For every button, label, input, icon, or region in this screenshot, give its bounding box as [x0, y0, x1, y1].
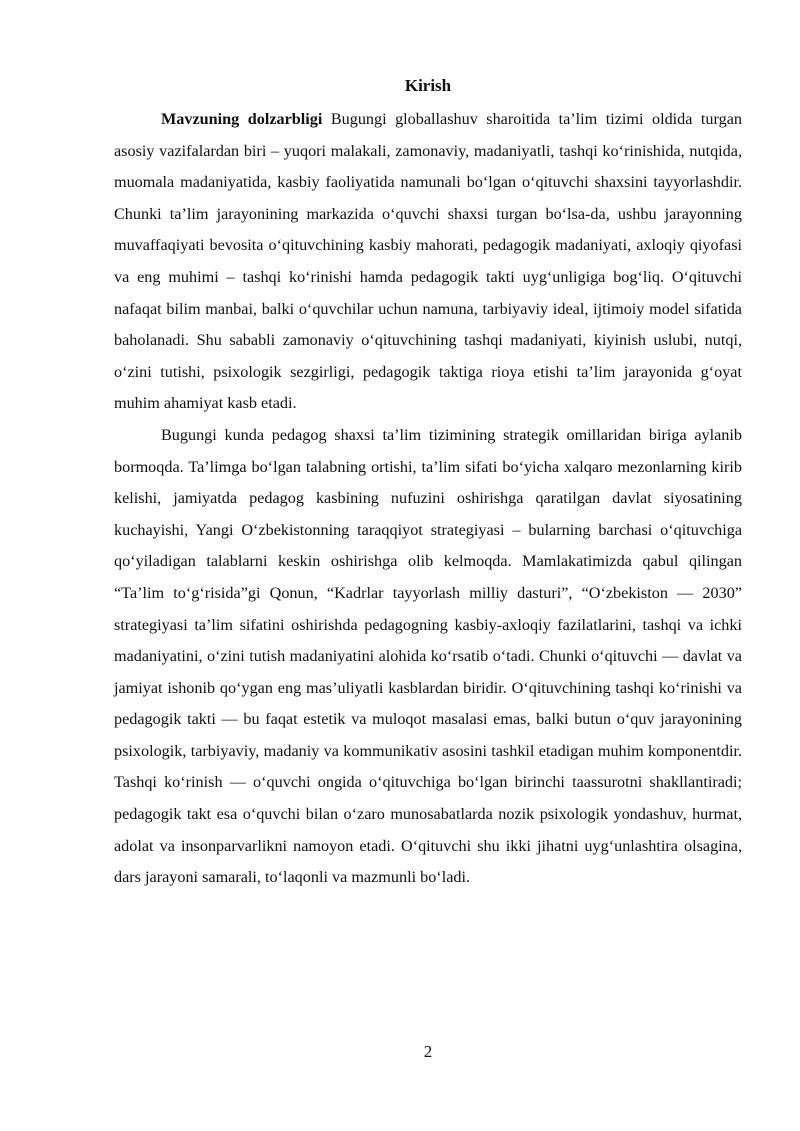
section-heading: Kirish	[404, 76, 452, 95]
body-text	[114, 104, 742, 894]
page-number: 2	[423, 1042, 433, 1061]
paragraph-lead: Mavzuning dolzarbligi	[161, 110, 323, 128]
paragraph-context: Bugungi kunda pedagog shaxsi ta’lim tizimining strategik omillaridan biriga aylanib bormoqda. Ta’limga bo‘lgan talabning ortishi, ta’lim sifati bo‘yicha xalqaro mezonlarning kirib kelishi, jamiyatda pedagog kasbining nufuzini oshirishga qaratilgan davlat siyosatining kuchayishi, Yangi O‘zbekistonning taraqqiyot strategiyasi – bularning barchasi o‘qituvchiga qo‘yiladigan talablarni keskin oshirishga olib kelmoqda. Mamlakatimizda qabul qilingan “Ta’lim to‘g‘risida”gi Qonun, “Kadrlar tayyorlash milliy dasturi”, “O‘zbekiston — 2030” strategiyasi ta’lim sifatini oshirishda pedagogning kasbiy-axloqiy fazilatlarini, tashqi va ichki madaniyatini, o‘zini tutish madaniyatini alohida ko‘rsatib o‘tadi. Chunki o‘qituvchi — davlat va jamiyat ishonib qo‘ygan eng mas’uliyatli kasblardan biridir. O‘qituvchining tashqi ko‘rinishi va pedagogik takti — bu faqat estetik va muloqot masalasi emas, balki butun o‘quv jarayonining psixologik, tarbiyaviy, madaniy va kommunikativ asosini tashkil etadigan muhim komponentdir. Tashqi ko‘rinish — o‘quvchi ongida o‘qituvchiga bo‘lgan birinchi taassurotni shakllantiradi; pedagogik takt esa o‘quvchi bilan o‘zaro munosabatlarda nozik psixologik yondashuv, hurmat, adolat va insonparvarlikni namoyon etadi. O‘qituvchi shu ikki jihatni uyg‘unlashtira olsagina, dars jarayoni samarali, to‘laqonli va mazmunli bo‘ladi.	[114, 425, 742, 887]
paragraph-relevance	[114, 104, 742, 420]
paragraph-text: Bugungi globallashuv sharoitida ta’lim tizimi oldida turgan asosiy vazifalardan biri – yuqori malakali, zamonaviy, madaniyatli, tashqi ko‘rinishida, nutqida, muomala madaniyatida, kasbiy faoliyatida namunali bo‘lgan o‘qituvchi shaxsini tayyorlashdir. Chunki ta’lim jarayonining markazida o‘quvchi shaxsi turgan bo‘lsa-da, ushbu jarayonning muvaffaqiyati bevosita o‘qituvchining kasbiy mahorati, pedagogik madaniyati, axloqiy qiyofasi va eng muhimi – tashqi ko‘rinishi hamda pedagogik takti uyg‘unligiga bog‘liq. O‘qituvchi nafaqat bilim manbai, balki o‘quvchilar uchun namuna, tarbiyaviy ideal, ijtimoiy model sifatida baholanadi. Shu sababli zamonaviy o‘qituvchining tashqi madaniyati, kiyinish uslubi, nutqi, o‘zini tutishi, psixologik sezgirligi, pedagogik taktiga rioya etishi ta’lim jarayonida g‘oyat muhim ahamiyat kasb etadi.	[114, 110, 742, 413]
